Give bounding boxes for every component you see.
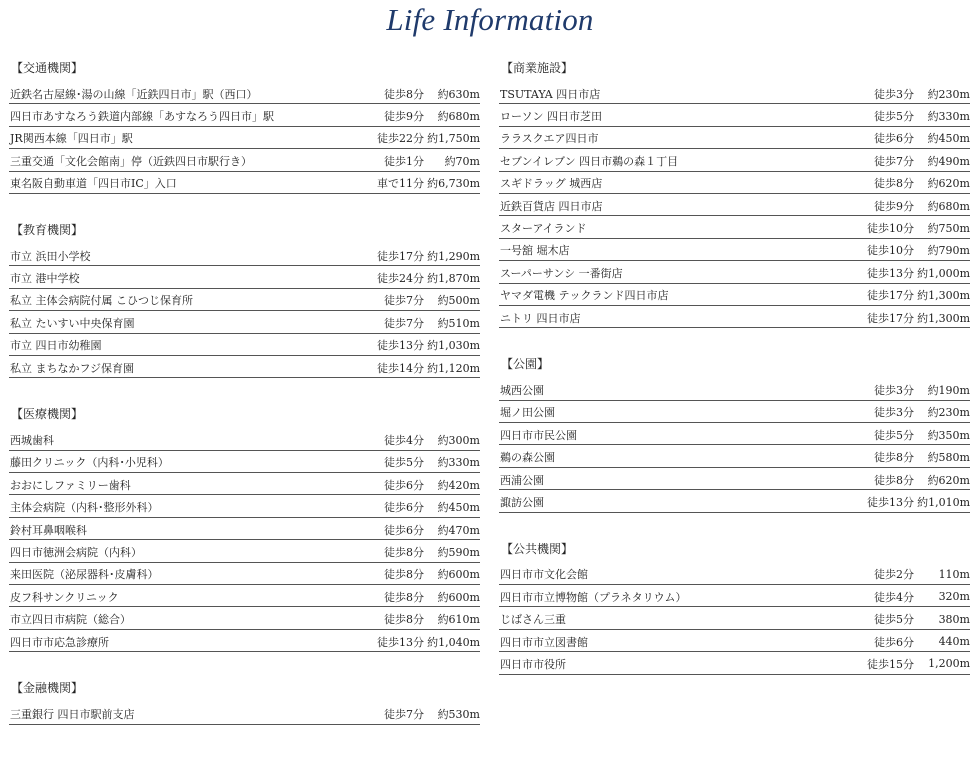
distance: 約300m xyxy=(437,433,480,447)
distance: 約680m xyxy=(437,110,480,124)
facility-name: 市立 四日市幼稚園 xyxy=(10,339,102,353)
distance: 約790m xyxy=(927,244,970,258)
list-item xyxy=(499,194,970,216)
section-heading: 【交通機関】 xyxy=(11,61,84,75)
travel-time: 徒歩5分 xyxy=(874,613,914,627)
facility-name: 私立 たいすい中央保育園 xyxy=(10,316,135,330)
facility-name: スーパーサンシ 一番街店 xyxy=(500,266,623,280)
list-item xyxy=(499,585,970,607)
facility-name: 四日市市役所 xyxy=(500,657,566,671)
travel-time: 徒歩9分 xyxy=(874,199,914,213)
travel-time: 徒歩14分 xyxy=(377,361,424,375)
list-item xyxy=(9,563,480,585)
facility-name: スギドラッグ 城西店 xyxy=(500,177,603,191)
travel-time: 徒歩8分 xyxy=(384,590,424,604)
list-item xyxy=(499,445,970,467)
travel-time: 徒歩17分 xyxy=(377,249,424,263)
list-item xyxy=(9,289,480,311)
travel-time: 徒歩10分 xyxy=(867,222,914,236)
distance: 約1,040m xyxy=(427,635,480,649)
distance: 約590m xyxy=(437,545,480,559)
list-item xyxy=(9,585,480,607)
distance: 110m xyxy=(938,567,970,581)
facility-name: ヤマダ電機 テックランド四日市店 xyxy=(500,289,669,303)
facility-name: 近鉄名古屋線･湯の山線「近鉄四日市」駅（西口） xyxy=(10,87,258,101)
distance: 約620m xyxy=(927,473,970,487)
distance: 約1,120m xyxy=(427,361,480,375)
distance: 約70m xyxy=(444,154,480,168)
facility-name: 市立 港中学校 xyxy=(10,272,80,286)
travel-time: 徒歩24分 xyxy=(377,272,424,286)
travel-time: 徒歩8分 xyxy=(874,177,914,191)
facility-name: 四日市あすなろう鉄道内部線「あすなろう四日市」駅 xyxy=(10,110,274,124)
section xyxy=(9,58,480,194)
distance: 1,200m xyxy=(928,657,970,671)
list-item xyxy=(9,518,480,540)
facility-name: 四日市市民公園 xyxy=(500,428,577,442)
list-item xyxy=(9,311,480,333)
travel-time: 徒歩10分 xyxy=(867,244,914,258)
travel-time: 徒歩6分 xyxy=(874,635,914,649)
page-title: Life Information xyxy=(386,2,594,37)
facility-name: 四日市市立図書館 xyxy=(500,635,588,649)
distance: 320m xyxy=(938,590,970,604)
section-heading: 【公園】 xyxy=(501,357,550,372)
distance: 約420m xyxy=(437,478,480,492)
travel-time: 徒歩13分 xyxy=(867,495,914,509)
list-item xyxy=(9,334,480,356)
list-item xyxy=(9,356,480,378)
section-heading: 【商業施設】 xyxy=(501,61,574,75)
travel-time: 徒歩17分 xyxy=(867,289,914,303)
list-item xyxy=(9,702,480,724)
list-item xyxy=(499,127,970,149)
list-item xyxy=(499,149,970,171)
list-item xyxy=(9,172,480,194)
distance: 約1,010m xyxy=(917,495,970,509)
facility-name: セブンイレブン 四日市鵜の森１丁目 xyxy=(500,154,679,168)
travel-time: 徒歩8分 xyxy=(384,545,424,559)
list-item xyxy=(9,540,480,562)
travel-time: 徒歩5分 xyxy=(384,456,424,470)
facility-name: 東名阪自動車道「四日市IC」入口 xyxy=(10,177,177,191)
section xyxy=(9,404,480,652)
facility-name: ローソン 四日市芝田 xyxy=(500,110,603,124)
facility-name: 四日市徳洲会病院（内科） xyxy=(10,545,142,559)
distance: 約500m xyxy=(437,294,480,308)
facility-name: おおにしファミリー歯科 xyxy=(10,478,131,492)
distance: 440m xyxy=(938,635,970,648)
distance: 約190m xyxy=(927,383,970,397)
list-item xyxy=(499,216,970,238)
section-heading: 【医療機関】 xyxy=(11,407,84,422)
facility-name: 三重交通「文化会館南」停（近鉄四日市駅行き） xyxy=(10,154,252,168)
distance: 約1,290m xyxy=(427,249,480,263)
travel-time: 徒歩8分 xyxy=(384,613,424,627)
distance: 約1,300m xyxy=(917,289,970,303)
facility-name: 四日市市文化会館 xyxy=(500,568,588,582)
list-item xyxy=(499,172,970,194)
facility-name: TSUTAYA 四日市店 xyxy=(500,87,601,101)
facility-name: 諏訪公園 xyxy=(500,495,544,509)
distance: 約6,730m xyxy=(427,177,480,191)
list-item xyxy=(499,378,970,400)
travel-time: 徒歩6分 xyxy=(384,523,424,537)
distance: 約600m xyxy=(437,590,480,604)
facility-name: ララスクエア四日市 xyxy=(500,132,599,146)
distance: 約600m xyxy=(437,568,480,582)
distance: 約610m xyxy=(437,613,480,627)
list-item xyxy=(499,490,970,512)
distance: 約450m xyxy=(927,132,970,146)
distance: 約490m xyxy=(927,154,970,168)
list-item xyxy=(499,306,970,328)
list-item xyxy=(499,423,970,445)
list-item xyxy=(9,451,480,473)
travel-time: 徒歩7分 xyxy=(384,707,424,721)
travel-time: 徒歩6分 xyxy=(384,501,424,515)
travel-time: 徒歩6分 xyxy=(384,478,424,492)
distance: 約1,870m xyxy=(427,272,480,286)
travel-time: 徒歩15分 xyxy=(867,657,914,671)
section-heading: 【教育機関】 xyxy=(11,222,84,237)
list-item xyxy=(9,104,480,126)
facility-name: 四日市市立博物館（プラネタリウム） xyxy=(500,590,687,604)
list-item xyxy=(499,607,970,629)
distance: 約450m xyxy=(437,501,480,515)
facility-name: 四日市市応急診療所 xyxy=(10,635,109,649)
travel-time: 徒歩8分 xyxy=(384,568,424,582)
travel-time: 徒歩13分 xyxy=(867,266,914,280)
list-item xyxy=(499,82,970,104)
distance: 約1,000m xyxy=(917,266,970,280)
section-heading: 【公共機関】 xyxy=(501,541,574,556)
list-item xyxy=(499,284,970,306)
list-item xyxy=(9,630,480,652)
distance: 約230m xyxy=(927,87,970,101)
distance: 約1,750m xyxy=(427,132,480,146)
facility-name: 西城歯科 xyxy=(10,433,54,447)
distance: 約230m xyxy=(927,406,970,420)
list-item xyxy=(9,149,480,171)
distance: 約630m xyxy=(437,87,480,101)
list-item xyxy=(499,468,970,490)
facility-name: 来田医院（泌尿器科･皮膚科） xyxy=(10,568,159,582)
travel-time: 徒歩13分 xyxy=(377,635,424,649)
facility-name: 西浦公園 xyxy=(500,473,544,487)
distance: 約470m xyxy=(437,523,480,537)
travel-time: 徒歩4分 xyxy=(874,590,914,604)
section xyxy=(499,58,970,328)
travel-time: 徒歩17分 xyxy=(867,311,914,325)
distance: 380m xyxy=(938,612,970,626)
facility-name: 鈴村耳鼻咽喉科 xyxy=(10,523,87,537)
travel-time: 徒歩8分 xyxy=(874,451,914,465)
facility-name: じばさん三重 xyxy=(500,613,566,627)
facility-name: 皮フ科サンクリニック xyxy=(10,590,119,604)
list-item xyxy=(499,104,970,126)
facility-name: 堀ノ田公園 xyxy=(500,406,555,420)
facility-name: 主体会病院（内科･整形外科） xyxy=(10,501,159,515)
distance: 約620m xyxy=(927,177,970,191)
list-item xyxy=(499,630,970,652)
distance: 約530m xyxy=(437,707,480,721)
facility-name: 城西公園 xyxy=(500,383,544,397)
section xyxy=(9,678,480,724)
distance: 約330m xyxy=(437,456,480,470)
distance: 約330m xyxy=(927,110,970,124)
facility-name: 近鉄百貨店 四日市店 xyxy=(500,199,603,213)
list-item xyxy=(499,652,970,674)
list-item xyxy=(499,401,970,423)
distance: 約510m xyxy=(437,316,480,330)
section-heading: 【金融機関】 xyxy=(11,681,84,696)
travel-time: 徒歩7分 xyxy=(874,154,914,168)
list-item xyxy=(9,82,480,104)
facility-name: 三重銀行 四日市駅前支店 xyxy=(10,707,135,721)
list-item xyxy=(9,495,480,517)
section xyxy=(499,539,970,675)
list-item xyxy=(9,607,480,629)
travel-time: 徒歩7分 xyxy=(384,294,424,308)
travel-time: 車で11分 xyxy=(377,177,424,191)
travel-time: 徒歩3分 xyxy=(874,383,914,397)
distance: 約1,030m xyxy=(427,339,480,353)
distance: 約580m xyxy=(927,451,970,465)
travel-time: 徒歩22分 xyxy=(377,132,424,146)
facility-name: 市立 浜田小学校 xyxy=(10,249,91,263)
right-column xyxy=(499,58,970,675)
list-item xyxy=(9,266,480,288)
facility-name: 私立 まちなかフジ保育園 xyxy=(10,361,135,375)
distance: 約680m xyxy=(927,199,970,213)
travel-time: 徒歩2分 xyxy=(874,568,914,582)
travel-time: 徒歩8分 xyxy=(384,87,424,101)
travel-time: 徒歩5分 xyxy=(874,110,914,124)
list-item xyxy=(499,239,970,261)
travel-time: 徒歩3分 xyxy=(874,87,914,101)
list-item xyxy=(499,261,970,283)
distance: 約1,300m xyxy=(917,311,970,325)
facility-name: ニトリ 四日市店 xyxy=(500,311,581,325)
distance: 約350m xyxy=(927,428,970,442)
travel-time: 徒歩4分 xyxy=(384,433,424,447)
facility-name: JR関西本線「四日市」駅 xyxy=(10,132,133,146)
facility-name: 鵜の森公園 xyxy=(500,451,555,465)
facility-name: 市立四日市病院（総合） xyxy=(10,613,131,627)
travel-time: 徒歩3分 xyxy=(874,406,914,420)
facility-name: 一号舘 堀木店 xyxy=(500,244,570,258)
travel-time: 徒歩5分 xyxy=(874,428,914,442)
list-item xyxy=(9,127,480,149)
travel-time: 徒歩7分 xyxy=(384,316,424,330)
travel-time: 徒歩8分 xyxy=(874,473,914,487)
list-item xyxy=(9,428,480,450)
section xyxy=(9,220,480,378)
list-item xyxy=(9,244,480,266)
travel-time: 徒歩9分 xyxy=(384,110,424,124)
list-item xyxy=(499,563,970,585)
list-item xyxy=(9,473,480,495)
facility-name: スターアイランド xyxy=(500,222,587,236)
facility-name: 私立 主体会病院付属 こひつじ保育所 xyxy=(10,294,193,308)
travel-time: 徒歩6分 xyxy=(874,132,914,146)
travel-time: 徒歩1分 xyxy=(384,154,424,168)
section xyxy=(499,354,970,512)
travel-time: 徒歩13分 xyxy=(377,339,424,353)
distance: 約750m xyxy=(927,222,970,236)
facility-name: 藤田クリニック（内科･小児科） xyxy=(10,456,169,470)
left-column xyxy=(9,58,480,725)
